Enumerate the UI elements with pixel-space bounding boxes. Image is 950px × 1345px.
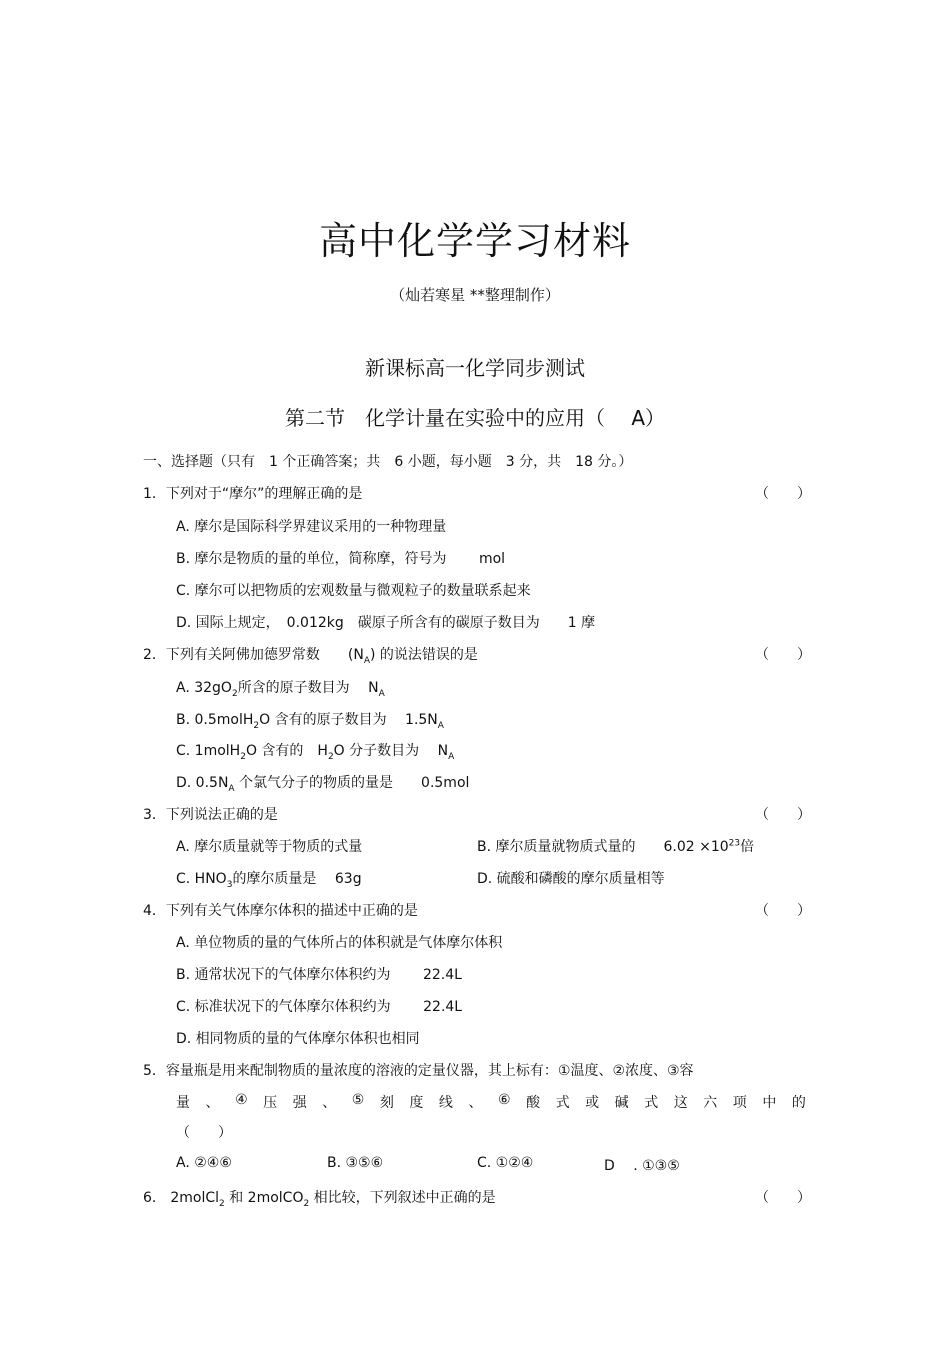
answer-blank-6: （ ） [755,1190,811,1206]
q5-char: 刻 [379,1095,394,1111]
q2d-post: 个氯气分子的物质的量是 0.5mol [234,775,470,791]
question-6-stem [143,1187,496,1209]
q5-char: 项 [732,1095,747,1111]
question-2-stem-tail: ) 的说法错误的是 [370,647,478,663]
q6-pre: 6． 2molCl [143,1190,220,1206]
q5-char: 压 [263,1095,278,1111]
q6-tail: 相比较，下列叙述中正确的是 [309,1190,496,1206]
q3b-sup: 23 [728,838,741,849]
question-4-stem: 4．下列有关气体摩尔体积的描述中正确的是 [143,903,418,919]
q2a-pre: A. 32gO [176,680,232,696]
q5-char: 或 [585,1095,600,1111]
q2a-sub2: A [378,688,385,699]
question-4-option-c: C. 标准状况下的气体摩尔体积约为 22.4L [176,999,463,1015]
q3b-tail: 倍 [740,839,755,855]
q3b-text: B. 摩尔质量就物质式量的 6.02 ×10 [477,839,729,855]
q3c-sub: 3 [226,879,233,890]
question-5-option-a: A. ②④⑥ [176,1155,232,1171]
q5-char: 酸 [526,1095,541,1111]
q5-char: 强 [292,1095,307,1111]
question-1-option-b: B. 摩尔是物质的量的单位，简称摩，符号为 mol [176,551,506,567]
answer-blank-4: （ ） [755,903,811,919]
section-heading: 第二节 化学计量在实验中的应用（ A） [284,406,666,430]
q2c-sub2: A [448,751,455,762]
question-3-option-d: D. 硫酸和磷酸的摩尔质量相等 [477,871,665,887]
q3c-tail: 的摩尔质量是 63g [232,871,362,887]
question-2-option-a [176,677,385,699]
question-1-option-c: C. 摩尔可以把物质的宏观数量与微观粒子的数量联系起来 [176,583,531,599]
answer-blank-2: （ ） [755,647,811,663]
q3c-text: C. HNO [176,871,227,887]
document-subtitle: （灿若寒星 **整理制作） [390,286,560,304]
question-4-option-a: A. 单位物质的量的气体所占的体积就是气体摩尔体积 [176,935,503,951]
question-5-option-d: D . ①③⑤ [604,1158,680,1174]
document-title: 高中化学学习材料 [318,219,631,263]
question-1-option-a: A. 摩尔是国际科学界建议采用的一种物理量 [176,519,447,535]
q5-char: 度 [409,1095,424,1111]
q2a-post: 所含的原子数目为 N [237,680,379,696]
q2c-post2: O 分子数目为 N [333,743,449,759]
q5-char: 、 [322,1095,337,1111]
q5-char: ⑤ [351,1092,365,1108]
question-5-answer-blank: （ ） [176,1125,232,1141]
question-5-option-c: C. ①②④ [477,1155,534,1171]
question-4-option-d: D. 相同物质的量的气体摩尔体积也相同 [176,1031,420,1047]
answer-blank-1: （ ） [755,486,811,502]
q2a-sub: 2 [231,688,238,699]
q5-char: 式 [644,1095,659,1111]
question-2-stem [143,644,478,666]
q2c-pre: C. 1molH [176,743,241,759]
q5-char: 、 [205,1095,220,1111]
q2d-pre: D. 0.5N [176,775,229,791]
question-3-option-c [176,868,362,890]
q5-char: 六 [703,1095,718,1111]
q5-char: 碱 [614,1095,629,1111]
question-3-option-a: A. 摩尔质量就等于物质的式量 [176,839,363,855]
q2b-post: O 含有的原子数目为 1.5N [259,712,438,728]
question-1-option-d: D. 国际上规定， 0.012kg 碳原子所含有的碳原子数目为 1 摩 [176,615,596,631]
question-5-stem: 5．容量瓶是用来配制物质的量浓度的溶液的定量仪器，其上标有：①温度、②浓度、③容 [143,1063,694,1079]
q2c-sub3: 2 [327,751,334,762]
q5-char: 中 [762,1095,777,1111]
question-2-option-c [176,740,454,762]
answer-blank-3: （ ） [755,807,811,823]
question-1-stem: 1．下列对于“摩尔”的理解正确的是 [143,486,363,502]
q2c-post: O 含有的 H [245,743,328,759]
q5-char: 的 [791,1095,806,1111]
q5-char: 线 [438,1095,453,1111]
question-3-stem: 3．下列说法正确的是 [143,807,278,823]
q5-char: 这 [673,1095,688,1111]
question-3-option-b [477,836,754,856]
q6-sub: 2 [219,1198,225,1209]
question-4-option-b: B. 通常状况下的气体摩尔体积约为 22.4L [176,967,462,983]
question-2-stem-text: 2．下列有关阿佛加德罗常数 (N [143,647,364,663]
q2b-pre: B. 0.5molH [176,712,254,728]
q5-char: 式 [555,1095,570,1111]
q6-mid: 和 2molCO [224,1190,304,1206]
question-2-option-b [176,709,444,731]
series-heading: 新课标高一化学同步测试 [365,356,585,380]
question-2-stem-sub: A [363,655,371,666]
q5-char: 量 [176,1095,190,1111]
q2b-sub2: A [437,720,444,731]
question-2-option-d [176,772,469,794]
q6-sub2: 2 [303,1198,310,1209]
q5-char: 、 [468,1095,483,1111]
section-instructions: 一、选择题（只有 1 个正确答案；共 6 小题，每小题 3 分，共 18 分。） [143,454,633,470]
q2d-sub: A [228,783,235,794]
q5-char: ④ [235,1092,248,1108]
question-5-stem-line-2 [176,1092,806,1112]
question-5-option-b: B. ③⑤⑥ [327,1155,384,1171]
q2c-sub: 2 [240,751,246,762]
q2b-sub: 2 [253,720,260,731]
q5-char: ⑥ [497,1092,511,1108]
